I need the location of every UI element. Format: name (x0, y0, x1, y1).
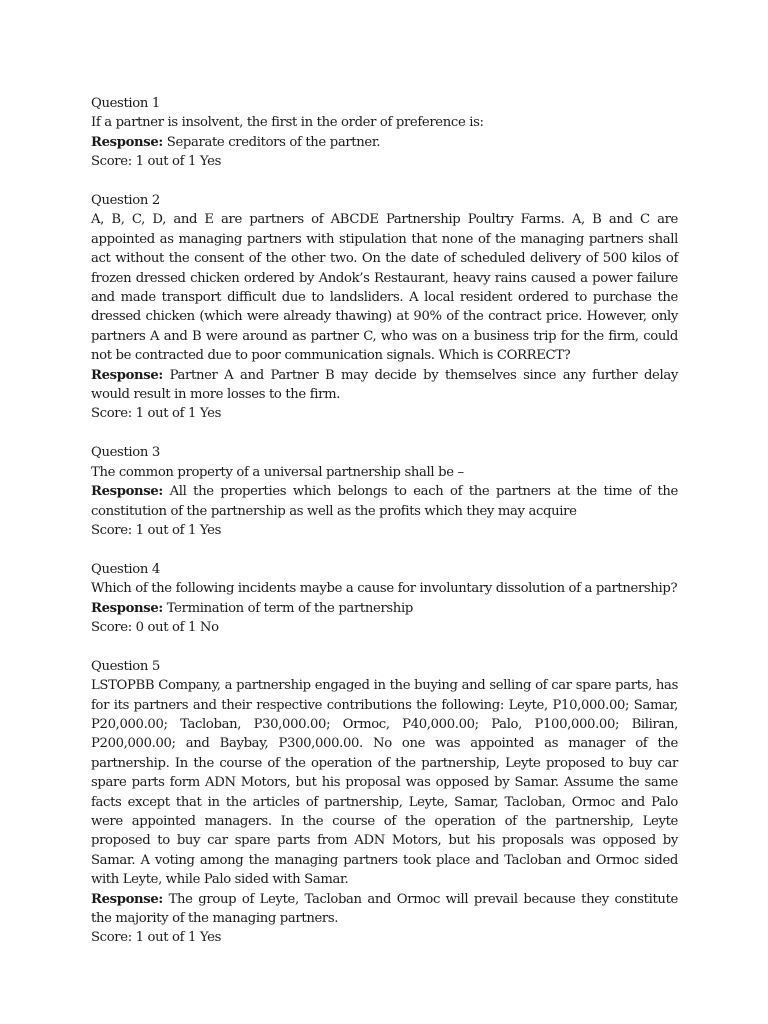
question-title: Question 2 (91, 193, 160, 209)
question-block-5 (91, 657, 678, 948)
response-text: The group of Leyte, Tacloban and Ormoc will prevail because they constitute the majority of the managing partners. (91, 891, 678, 926)
question-text: Which of the following incidents maybe a cause for involuntary dissolution of a partnership? (91, 581, 678, 597)
response-label: Response: (91, 484, 163, 500)
question-title: Question 3 (91, 445, 160, 461)
question-text: LSTOPBB Company, a partnership engaged in the buying and selling of car spare parts, has for its partners and their respective contributions the following: Leyte, P10,000.00; Samar, P20,000.00; Tacloban, P30,000.00; Ormoc, P40,000.00; Palo, P100,000.00; Biliran, P200,000.00; and Baybay, P300,000.00. No one was appointed as manager of the partnership. In the course of the operation of the partnership, Leyte proposed to buy car spare parts form ADN Motors, but his proposal was opposed by Samar. Assume the same facts except that in the articles of partnership, Leyte, Samar, Tacloban, Ormoc and Palo were appointed managers. In the course of the operation of the partnership, Leyte proposed to buy car spare parts from ADN Motors, but his proposals was opposed by Samar. A voting among the managing partners took place and Tacloban and Ormoc sided with Leyte, while Palo sided with Samar. (91, 678, 678, 888)
response-label: Response: (91, 891, 163, 907)
question-score: Score: 0 out of 1 No (91, 619, 219, 635)
response-text: Termination of term of the partnership (166, 600, 413, 616)
response-label: Response: (91, 367, 163, 383)
question-block-4 (91, 560, 678, 638)
question-score: Score: 1 out of 1 Yes (91, 930, 221, 946)
question-response (91, 482, 678, 521)
question-text: A, B, C, D, and E are partners of ABCDE Partnership Poultry Farms. A, B and C are appointed as managing partners with stipulation that none of the managing partners shall act without the consent of the other two. On the date of scheduled delivery of 500 kilos of frozen dressed chicken ordered by Andok’s Restaurant, heavy rains caused a power failure and made transport difficult due to landsliders. A local resident ordered to purchase the dressed chicken (which were already thawing) at 90% of the contract price. However, only partners A and B were around as partner C, who was on a business trip for the firm, could not be contracted due to poor communication signals. Which is CORRECT? (91, 212, 678, 364)
question-response (91, 366, 678, 405)
question-title: Question 4 (91, 561, 160, 577)
question-title: Question 1 (91, 96, 160, 111)
question-response (91, 599, 678, 618)
question-score: Score: 1 out of 1 Yes (91, 522, 221, 538)
response-text: Partner A and Partner B may decide by themselves since any further delay would result in more losses to the firm. (91, 367, 678, 403)
question-score: Score: 1 out of 1 Yes (91, 406, 221, 422)
question-text: If a partner is insolvent, the first in the order of preference is: (91, 115, 484, 131)
question-response (91, 890, 678, 929)
question-title: Question 5 (91, 658, 160, 674)
response-label: Response: (91, 600, 163, 616)
question-block-2 (91, 191, 678, 424)
question-block-3 (91, 443, 678, 540)
question-text: The common property of a universal partnership shall be – (91, 464, 464, 480)
question-score: Score: 1 out of 1 Yes (91, 154, 221, 170)
response-text: Separate creditors of the partner. (166, 134, 381, 150)
response-label: Response: (91, 134, 163, 150)
question-response (91, 133, 678, 152)
document-page (91, 94, 678, 967)
question-block-1 (91, 94, 678, 172)
response-text: All the properties which belongs to each of the partners at the time of the constitution of the partnership as well as the profits which they may acquire (91, 484, 678, 519)
